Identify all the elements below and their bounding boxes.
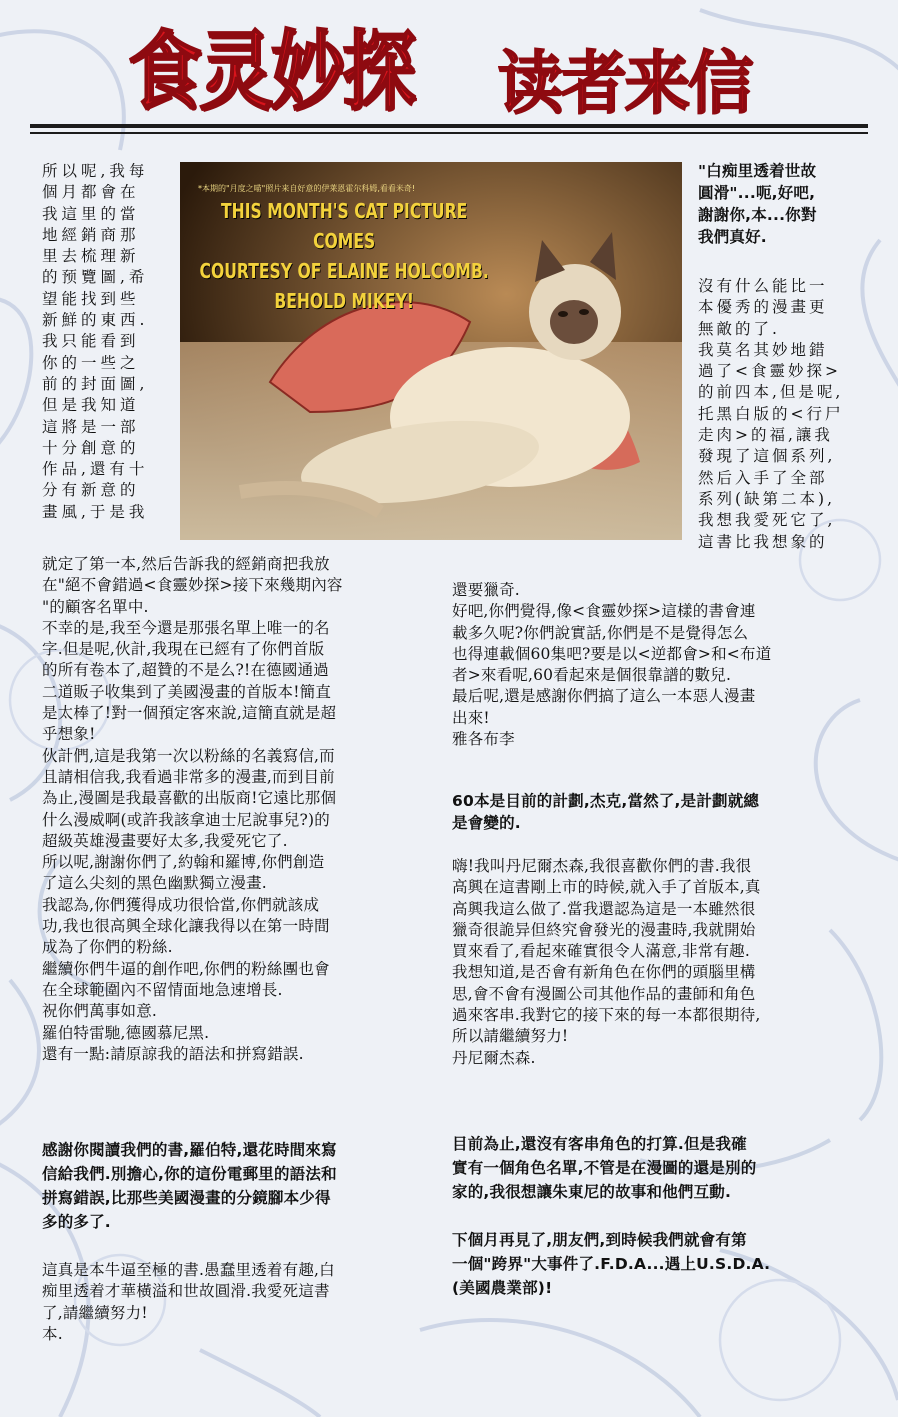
text-line: 買來看了,看起來確實很令人滿意,非常有趣. [452, 942, 750, 961]
text-line: 雅各布李 [452, 730, 515, 749]
text-line: 沒有什么能比一 [698, 277, 828, 295]
text-line: 過了<食靈妙探> [698, 362, 841, 381]
text-line: 還要獵奇. [452, 581, 520, 599]
text-line: 本. [42, 1324, 63, 1343]
header-rule-thick [30, 124, 868, 128]
text-line: 什么漫威啊(或許我該拿迪士尼說事兒?)的 [42, 810, 330, 829]
text-line: 嗨!我叫丹尼爾杰森,我很喜歡你們的書.我很 [452, 857, 752, 875]
text-line: 我們真好. [698, 228, 767, 246]
text-line: 繼續你們牛逼的創作吧,你們的粉絲團也會 [42, 959, 330, 978]
photo-caption-line: BEHOLD MIKEY! [274, 289, 414, 313]
text-line: 載多久呢?你們說實話,你們是不是覺得怎么 [452, 623, 749, 642]
text-line: 功,我也很高興全球化讓我得以在第一時間 [42, 917, 330, 936]
text-line: 我認為,你們獲得成功很恰當,你們就該成 [42, 895, 320, 914]
text-line: 在全球範圍內不留情面地急速增長. [42, 980, 283, 999]
text-line: 所以請繼續努力! [452, 1027, 569, 1046]
text-line: 你的一些之 [42, 353, 140, 372]
text-line: 祝你們萬事如意. [42, 1002, 158, 1021]
text-line: 且請相信我,我看過非常多的漫畫,而到目前 [42, 767, 335, 786]
text-line: 托黑白版的<行尸 [698, 404, 844, 423]
text-line: 獵奇很詭异但終究會發光的漫畫時,我就開始 [452, 920, 756, 939]
header-rule-thin [30, 132, 868, 134]
photo-caption-small: *本期的"月度之喵"照片来自好意的伊莱恩霍尔科姆,看看米奇! [198, 184, 416, 193]
text-line: 個月都會在 [42, 183, 140, 202]
text-line: 過來客串.我對它的接下來的每一本都很期待, [452, 1006, 761, 1025]
text-line: 我這里的當 [42, 204, 140, 223]
text-line: 新鮮的東西. [42, 311, 149, 330]
text-line: 出來! [452, 708, 490, 727]
text-line: 我想知道,是否會有新角色在你們的頭腦里構 [452, 963, 756, 982]
photo-caption-line: COURTESY OF ELAINE HOLCOMB. [199, 259, 489, 283]
closing-note [452, 1228, 770, 1300]
text-line: 本優秀的漫畫更 [698, 298, 828, 317]
letter-robert-body [42, 554, 343, 1065]
text-line: 字.但是呢,伙計,我現在已經有了你們首版 [42, 640, 325, 659]
text-line: 乎想象! [42, 725, 96, 744]
reply-to-jacob [452, 790, 759, 834]
text-line: 好吧,你們覺得,像<食靈妙探>這樣的書會連 [452, 602, 756, 621]
text-line: 還有一點:請原諒我的語法和拼寫錯誤. [42, 1044, 304, 1063]
text-line: 的所有卷本了,超贊的不是么?!在德國通過 [42, 661, 329, 680]
letter-daniel [452, 856, 761, 1069]
text-line: 感謝你閱讀我們的書,羅伯特,還花時間來寫 [42, 1141, 337, 1159]
text-line: 里去梳理新 [42, 247, 140, 266]
text-line: 畫風,于是我 [42, 502, 149, 521]
text-line: 這書比我想象的 [698, 532, 828, 551]
text-line: 發現了這個系列, [698, 447, 836, 466]
text-line: 走肉>的福,讓我 [698, 426, 833, 445]
text-line: 望能找到些 [42, 289, 140, 308]
text-line: 前的封面圖, [42, 374, 149, 393]
text-line: 家的,我很想讓朱東尼的故事和他們互動. [452, 1183, 732, 1201]
text-line: 這將是一部 [42, 417, 140, 436]
text-line: (美國農業部)! [452, 1279, 553, 1297]
text-line: 我想我愛死它了, [698, 511, 836, 530]
text-line: 超級英雄漫畫要好太多,我愛死它了. [42, 831, 288, 850]
text-line: 痴里透着才華橫溢和世故圓滑.我愛死這書 [42, 1282, 330, 1301]
text-line: 拼寫錯誤,比那些美國漫畫的分鏡腳本少得 [42, 1189, 331, 1207]
text-line: 二道販子收集到了美國漫畫的首版本!簡直 [42, 682, 332, 701]
text-line: 所以呢,我每 [42, 162, 149, 180]
text-line: 在"絕不會錯過<食靈妙探>接下來幾期內容 [42, 576, 343, 595]
text-line: 思,會不會有漫圖公司其他作品的畫師和角色 [452, 984, 756, 1003]
text-line: 系列(缺第二本), [698, 489, 836, 508]
text-line: 60本是目前的計劃,杰克,當然了,是計劃就總 [452, 792, 760, 810]
text-line: 伙計們,這是我第一次以粉絲的名義寫信,而 [42, 746, 335, 765]
title-main: 食灵妙探 [128, 22, 414, 122]
photo-caption [194, 196, 494, 316]
reply-to-robert [42, 1138, 337, 1234]
text-line: 分有新意的 [42, 481, 140, 500]
text-line: 者>來看呢,60看起來是個很靠譜的數兒. [452, 666, 732, 685]
text-line: 無敵的了. [698, 319, 780, 338]
text-line: "白痴里透着世故 [698, 162, 817, 180]
text-line: 信給我們.別擔心,你的這份電郵里的語法和 [42, 1165, 337, 1183]
text-line: "的顧客名單中. [42, 597, 149, 616]
photo-caption-line: THIS MONTH'S CAT PICTURE COMES [221, 199, 468, 253]
text-line: 這真是本牛逼至極的書.愚蠢里透着有趣,白 [42, 1261, 335, 1279]
letter-robert-intro [42, 161, 148, 523]
letter-ben [42, 1260, 335, 1345]
text-line: 也得連載個60集吧?要是以<逆都會>和<布道 [452, 644, 772, 663]
cat-photo [180, 162, 682, 540]
text-line: 為止,漫圖是我最喜歡的出版商!它遠比那個 [42, 789, 337, 808]
reply-to-daniel [452, 1132, 756, 1204]
title-sub: 读者来信 [498, 45, 752, 124]
text-line: 謝謝你,本...你對 [698, 206, 817, 224]
text-line: 是會變的. [452, 814, 521, 832]
text-line: 高興在這書剛上市的時候,就入手了首版本,真 [452, 878, 761, 897]
text-line: 了這么尖刻的黑色幽默獨立漫畫. [42, 874, 267, 893]
text-line: 羅伯特雷馳,德國慕尼黑. [42, 1023, 210, 1042]
text-line: 一個"跨界"大事件了.F.D.A...遇上U.S.D.A. [452, 1255, 771, 1273]
text-line: 了,請繼續努力! [42, 1303, 148, 1322]
letter-jacob-intro [698, 276, 844, 553]
text-line: 多的多了. [42, 1213, 111, 1231]
text-line: 是太棒了!對一個預定客來說,這簡直就是超 [42, 704, 337, 723]
page-header [0, 20, 898, 130]
text-line: 成為了你們的粉絲. [42, 938, 173, 957]
letter-jacob-body [452, 580, 771, 750]
text-line: 實有一個角色名單,不管是在漫圖的還是別的 [452, 1159, 757, 1177]
text-line: 地經銷商那 [42, 225, 140, 244]
text-line: 十分創意的 [42, 438, 140, 457]
text-line: 就定了第一本,然后告訴我的經銷商把我放 [42, 555, 330, 573]
text-line: 丹尼爾杰森. [452, 1048, 536, 1067]
text-line: 不幸的是,我至今還是那張名單上唯一的名 [42, 618, 330, 637]
text-line: 下個月再見了,朋友們,到時候我們就會有第 [452, 1231, 747, 1249]
text-line: 目前為止,還沒有客串角色的打算.但是我確 [452, 1135, 747, 1153]
text-line: 但是我知道 [42, 396, 140, 415]
text-line: 圓滑"...呃,好吧, [698, 184, 816, 202]
reply-to-ben [698, 160, 817, 248]
text-line: 的预覽圖,希 [42, 268, 149, 287]
text-line: 作品,還有十 [42, 460, 149, 479]
text-line: 所以呢,謝謝你們了,約翰和羅博,你們創造 [42, 853, 325, 872]
text-line: 我莫名其妙地錯 [698, 340, 828, 359]
text-line: 的前四本,但是呢, [698, 383, 844, 402]
text-line: 然后入手了全部 [698, 468, 828, 487]
text-line: 我只能看到 [42, 332, 140, 351]
text-line: 最后呢,還是感謝你們搞了這么一本惡人漫畫 [452, 687, 756, 706]
text-line: 高興我這么做了.當我還認為這是一本雖然很 [452, 899, 756, 918]
